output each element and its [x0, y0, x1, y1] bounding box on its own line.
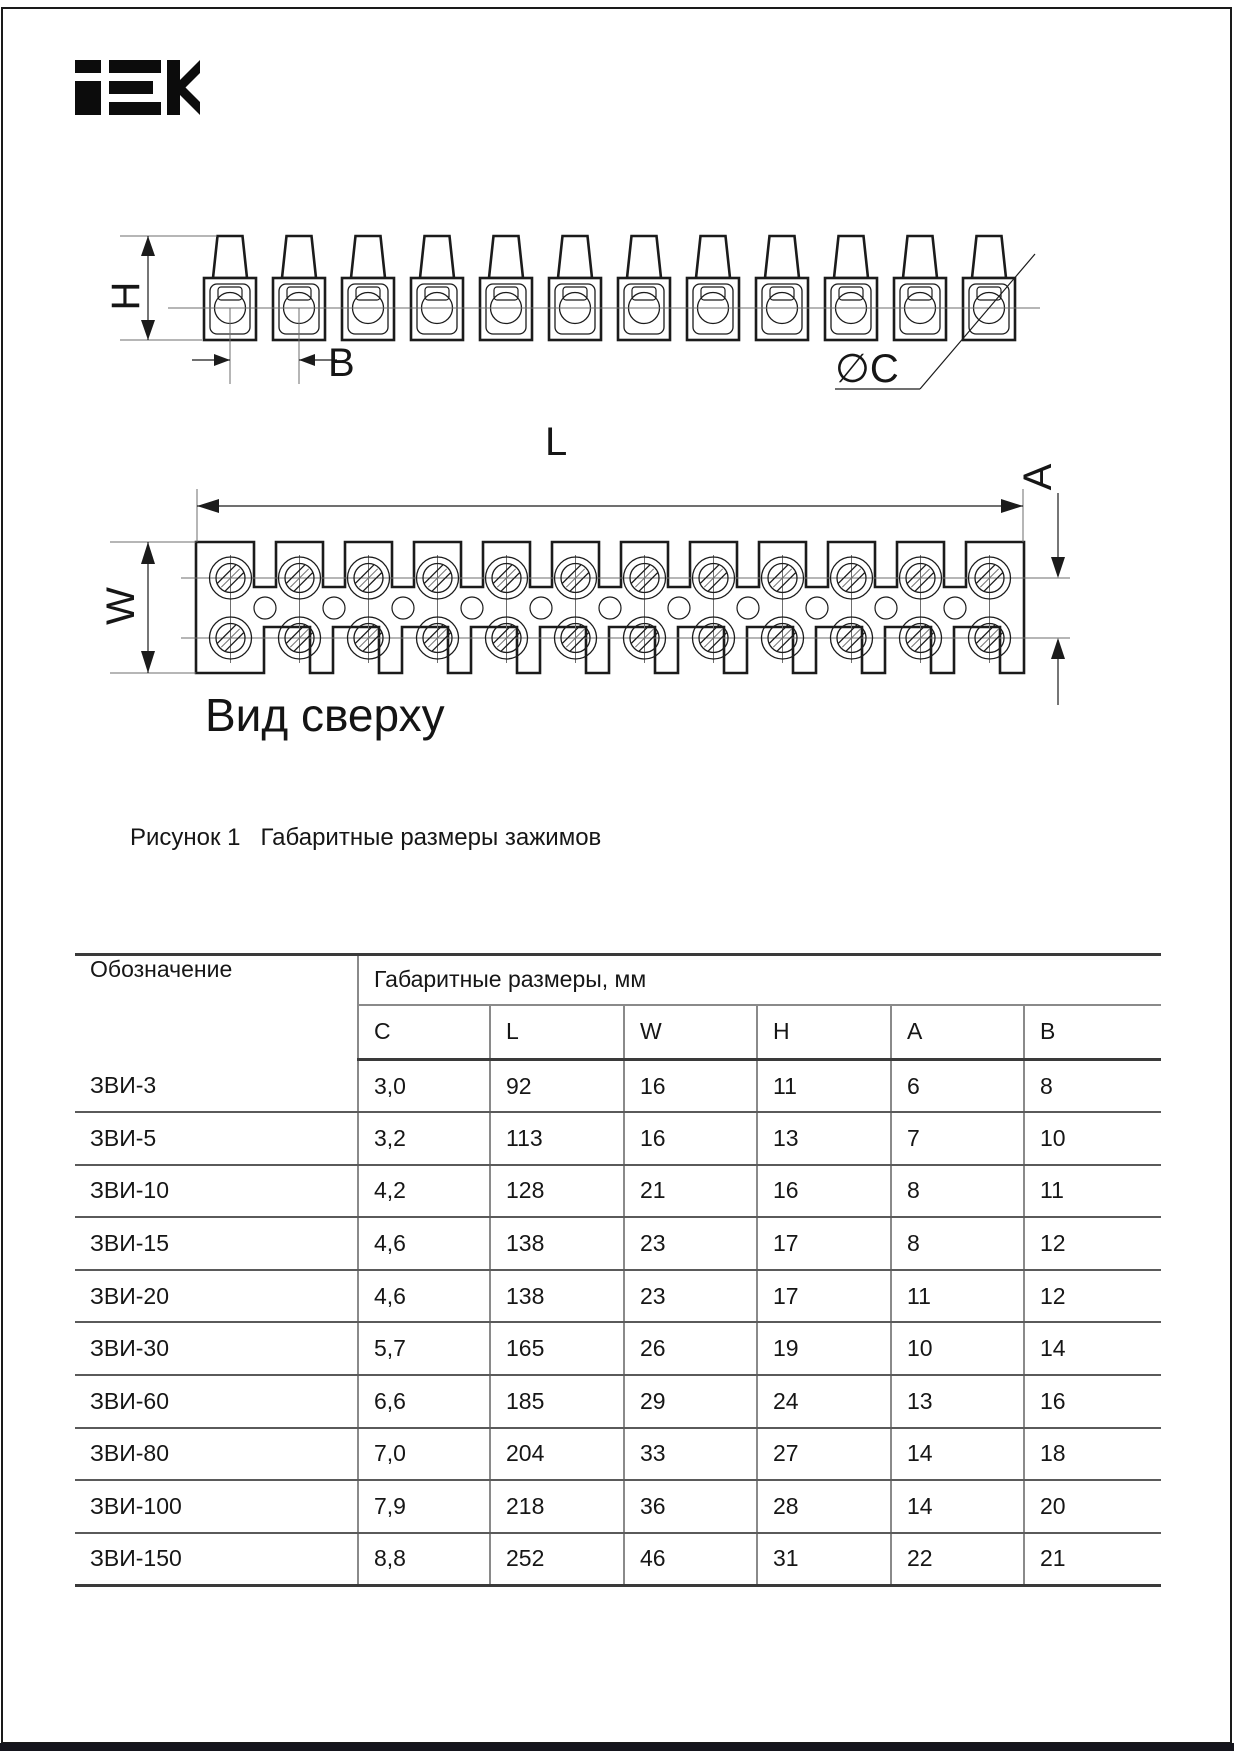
side-view-drawing [90, 192, 1050, 392]
figure-caption-text: Габаритные размеры зажимов [260, 824, 602, 851]
dimension-cell: 14 [891, 1480, 1024, 1533]
designation-column-header: Обозначение [75, 955, 358, 1060]
dimension-cell: 4,6 [358, 1270, 490, 1323]
column-header-c: C [358, 1005, 490, 1060]
table-row [75, 1270, 1161, 1323]
dimension-cell: 3,0 [358, 1060, 490, 1113]
designation-cell: ЗВИ-10 [75, 1165, 358, 1218]
column-header-l: L [490, 1005, 624, 1060]
dimension-cell: 4,6 [358, 1217, 490, 1270]
dim-label-l: L [545, 420, 568, 464]
dim-label-w: W [99, 587, 143, 625]
iek-logo [75, 60, 200, 115]
dimension-cell: 20 [1024, 1480, 1161, 1533]
dim-label-diameter-c: ∅C [835, 347, 899, 391]
dimension-cell: 16 [1024, 1375, 1161, 1428]
dimension-cell: 24 [757, 1375, 891, 1428]
top-view-drawing [95, 405, 1085, 715]
dimension-cell: 8,8 [358, 1533, 490, 1586]
dimension-cell: 19 [757, 1322, 891, 1375]
designation-cell: ЗВИ-80 [75, 1428, 358, 1481]
dim-label-h: H [104, 281, 148, 311]
dimension-cell: 8 [891, 1217, 1024, 1270]
figure-caption [130, 824, 601, 852]
dimension-cell: 27 [757, 1428, 891, 1481]
column-header-h: H [757, 1005, 891, 1060]
dimension-cell: 11 [891, 1270, 1024, 1323]
dimension-cell: 7,9 [358, 1480, 490, 1533]
dimension-cell: 3,2 [358, 1112, 490, 1165]
designation-cell: ЗВИ-30 [75, 1322, 358, 1375]
dimension-cell: 7 [891, 1112, 1024, 1165]
dimension-cell: 4,2 [358, 1165, 490, 1218]
dimension-cell: 12 [1024, 1270, 1161, 1323]
dimension-cell: 29 [624, 1375, 757, 1428]
dimension-cell: 46 [624, 1533, 757, 1586]
table-row [75, 1375, 1161, 1428]
dimension-cell: 14 [891, 1428, 1024, 1481]
dimension-cell: 33 [624, 1428, 757, 1481]
table-row [75, 1322, 1161, 1375]
dimension-cell: 138 [490, 1217, 624, 1270]
dimension-cell: 31 [757, 1533, 891, 1586]
dimension-cell: 12 [1024, 1217, 1161, 1270]
dimension-cell: 218 [490, 1480, 624, 1533]
dimension-cell: 10 [891, 1322, 1024, 1375]
dimension-cell: 36 [624, 1480, 757, 1533]
dimension-cell: 18 [1024, 1428, 1161, 1481]
dim-label-a: A [1016, 463, 1060, 491]
dimension-cell: 28 [757, 1480, 891, 1533]
table-row [75, 1533, 1161, 1586]
table-row [75, 1112, 1161, 1165]
table-row [75, 1165, 1161, 1218]
dimension-cell: 16 [757, 1165, 891, 1218]
dimension-cell: 6,6 [358, 1375, 490, 1428]
dimension-cell: 138 [490, 1270, 624, 1323]
dimension-cell: 16 [624, 1060, 757, 1113]
dimension-cell: 17 [757, 1270, 891, 1323]
designation-cell: ЗВИ-60 [75, 1375, 358, 1428]
dimension-cell: 16 [624, 1112, 757, 1165]
dimension-cell: 204 [490, 1428, 624, 1481]
dimension-cell: 5,7 [358, 1322, 490, 1375]
designation-cell: ЗВИ-5 [75, 1112, 358, 1165]
dimension-cell: 13 [757, 1112, 891, 1165]
dimension-cell: 7,0 [358, 1428, 490, 1481]
designation-cell: ЗВИ-3 [75, 1060, 358, 1113]
dim-label-b: B [328, 341, 355, 385]
column-header-b: B [1024, 1005, 1161, 1060]
page-bottom-bar [0, 1743, 1234, 1751]
dimensions-table [75, 953, 1161, 1587]
dimension-cell: 23 [624, 1217, 757, 1270]
dimension-cell: 128 [490, 1165, 624, 1218]
table-row [75, 1217, 1161, 1270]
table-row [75, 1480, 1161, 1533]
dimension-cell: 23 [624, 1270, 757, 1323]
iek-logo-glyphs [75, 60, 200, 115]
dimension-cell: 11 [757, 1060, 891, 1113]
designation-cell: ЗВИ-15 [75, 1217, 358, 1270]
dimension-cell: 92 [490, 1060, 624, 1113]
table-row [75, 1428, 1161, 1481]
top-view-caption: Вид сверху [205, 689, 445, 741]
column-header-w: W [624, 1005, 757, 1060]
dimension-cell: 252 [490, 1533, 624, 1586]
dimension-cell: 185 [490, 1375, 624, 1428]
dimension-cell: 17 [757, 1217, 891, 1270]
dimension-cell: 21 [624, 1165, 757, 1218]
dimension-cell: 113 [490, 1112, 624, 1165]
dimension-cell: 8 [1024, 1060, 1161, 1113]
dimension-cell: 6 [891, 1060, 1024, 1113]
dimension-cell: 10 [1024, 1112, 1161, 1165]
dimension-cell: 14 [1024, 1322, 1161, 1375]
dimension-cell: 8 [891, 1165, 1024, 1218]
dimension-cell: 21 [1040, 1545, 1066, 1572]
dimension-cell: 22 [891, 1533, 1024, 1586]
dimension-cell: 26 [624, 1322, 757, 1375]
table-row [75, 1060, 1161, 1113]
designation-cell: ЗВИ-20 [75, 1270, 358, 1323]
dimension-cell: 165 [490, 1322, 624, 1375]
designation-cell: ЗВИ-150 [75, 1533, 358, 1586]
dimension-cell: 13 [891, 1375, 1024, 1428]
designation-cell: ЗВИ-100 [75, 1480, 358, 1533]
column-header-a: A [891, 1005, 1024, 1060]
dimensions-group-header: Габаритные размеры, мм [358, 955, 1161, 1005]
figure-caption-label: Рисунок 1 [130, 824, 241, 851]
dimension-cell: 11 [1024, 1165, 1161, 1218]
